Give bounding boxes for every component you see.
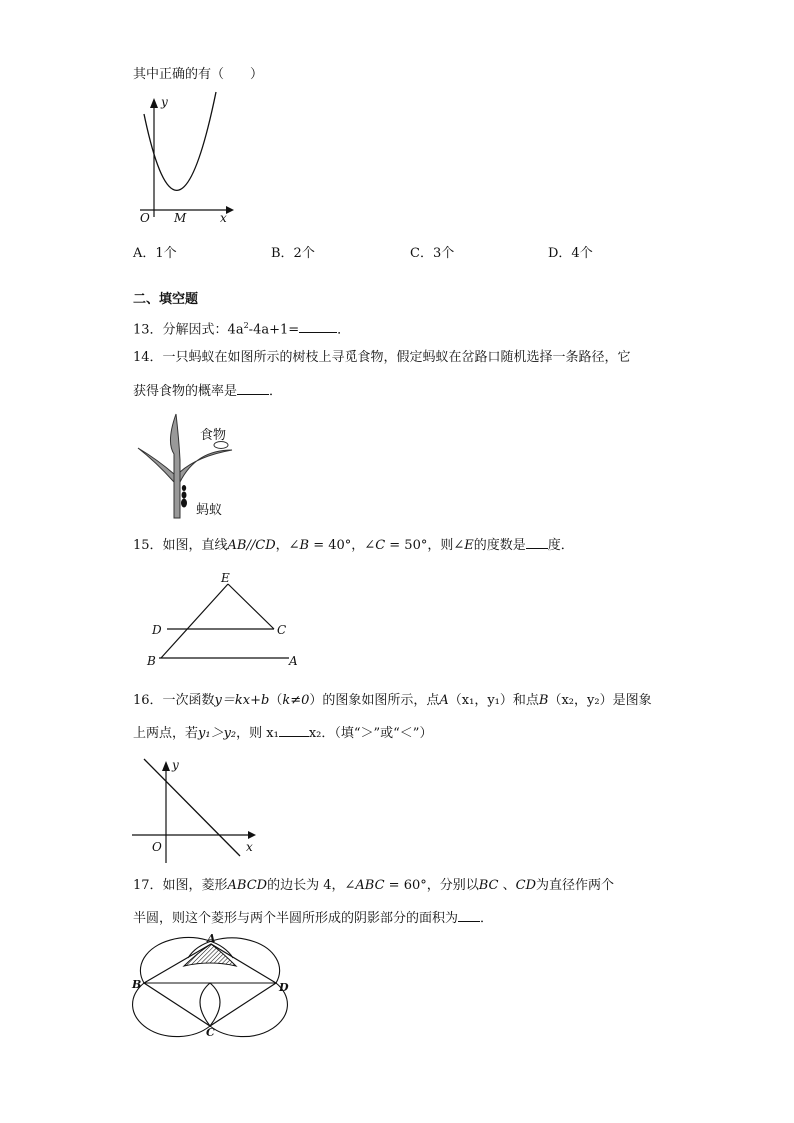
q16-pb: （x₂，y₂）是图象 [548,693,652,708]
q13-sup: 2 [243,321,249,330]
q17-line1-a: 17．如图，菱形 [133,878,228,893]
q17-answer-blank[interactable] [458,909,480,922]
semicircle-cd [210,983,287,1037]
q16-linear-graph [130,755,265,865]
point-a-label: A [207,932,216,945]
q16-line2-b: ，则 x₁ [236,726,279,741]
q17-line1-b: 的边长为 4，∠ [267,878,356,893]
q15-prefix: 15．如图，直线 [133,538,228,553]
point-c-label: C [206,1026,215,1039]
q17-line1-d: 为直径作两个 [536,878,615,893]
q16-point-b: B [538,693,549,708]
tree-trunk [170,414,180,518]
point-d-label: D [279,981,289,994]
q15-end: 度． [547,538,574,553]
q12-parabola-graph [128,92,238,227]
q13-end: ． [337,322,351,338]
q17-line2 [133,909,493,928]
point-m-label: M [174,211,187,225]
q14-line2 [133,382,282,401]
q17-abcd: ABCD [227,878,268,893]
q15-b: B [299,538,310,553]
option-a[interactable]: A．1个 [133,246,177,261]
q15-c: C [375,538,386,553]
point-c-label: C [277,623,287,637]
q17-line1 [133,877,614,895]
q15-text [133,536,574,555]
semicircle-bc [133,983,210,1037]
q16-line1-c: ）的图象如图所示，点 [309,693,440,708]
q13-answer-blank[interactable] [299,320,337,333]
q14-answer-blank[interactable] [237,382,269,395]
q12-stem-end: 其中正确的有（ ） [133,67,264,82]
q14-branch-figure [136,412,246,522]
origin-label: O [140,211,150,225]
q16-line2 [133,724,432,743]
food-label: 食物 [200,428,227,443]
y-arrow-icon [150,98,158,108]
point-b-label: B [132,978,142,991]
point-b-label: B [147,654,156,668]
x-arrow-icon [248,831,256,839]
x-label: x [246,840,253,854]
lens-lower [200,983,220,1026]
q16-line1-b: （ [269,693,283,708]
q16-pa: （x₁，y₁）和点 [448,693,539,708]
q17-abc: ABC [355,878,385,893]
y-label: y [172,758,179,772]
q14-line2-prefix: 获得食物的概率是 [133,384,238,399]
ant-abdomen [181,499,187,508]
x-label: x [220,211,227,225]
x-arrow-icon [226,206,234,214]
left-branch [138,448,174,482]
origin-label: O [152,840,162,854]
ant-icon [182,485,186,491]
q16-func: y＝kx+b [214,693,270,708]
section-title: 二、填空题 [133,292,199,307]
point-d-label: D [152,623,162,637]
q15-sep1: ，∠ [275,538,300,553]
right-branch [180,450,232,482]
q17-bc: BC [478,878,499,893]
q14-line2-end: ． [269,384,283,399]
q15-eq1: = 40°，∠ [309,538,376,553]
q16-line2-a: 上两点，若 [133,726,199,741]
q15-eq2: = 50°，则∠ [385,538,465,553]
q16-line1 [133,692,652,710]
point-e-label: E [221,571,230,585]
q15-ab-cd: AB//CD [227,538,276,553]
q15-suffix: 的度数是 [473,538,526,553]
q13-text [133,317,350,339]
q17-line1-c: = 60°，分别以 [384,878,479,893]
q16-cond: k≠0 [282,693,310,708]
ant-body [182,492,187,499]
q13-prefix: 13．分解因式：4a [133,322,244,338]
q17-line2-a: 半圆，则这个菱形与两个半圆所形成的阴影部分的面积为 [133,911,459,926]
q16-ineq: y₁＞y₂ [198,726,237,741]
q17-cd: CD [515,878,537,893]
y-arrow-icon [162,761,170,771]
q16-line1-a: 16．一次函数 [133,693,215,708]
q16-point-a: A [439,693,449,708]
point-a-label: A [289,654,298,668]
y-label: y [161,95,168,109]
q17-rhombus-figure [128,930,298,1040]
q15-figure [145,570,310,670]
option-b[interactable]: B．2个 [271,246,315,261]
q16-answer-blank[interactable] [279,724,309,737]
q13-suffix: -4a+1= [248,322,300,338]
ant-label: 蚂蚁 [196,503,223,518]
q15-e: E [464,538,474,553]
q17-sep: 、 [498,878,516,893]
q14-line1: 14．一只蚂蚁在如图所示的树枝上寻觅食物，假定蚂蚁在岔路口随机选择一条路径，它 [133,350,631,365]
option-d[interactable]: D．4个 [548,246,593,261]
q16-line2-c: x₂．（填“＞”或“＜”） [308,726,433,741]
line-be [161,584,228,658]
option-c[interactable]: C．3个 [410,246,455,261]
q17-line2-end: ． [480,911,494,926]
q15-answer-blank[interactable] [526,536,548,549]
line-ec [228,584,274,629]
